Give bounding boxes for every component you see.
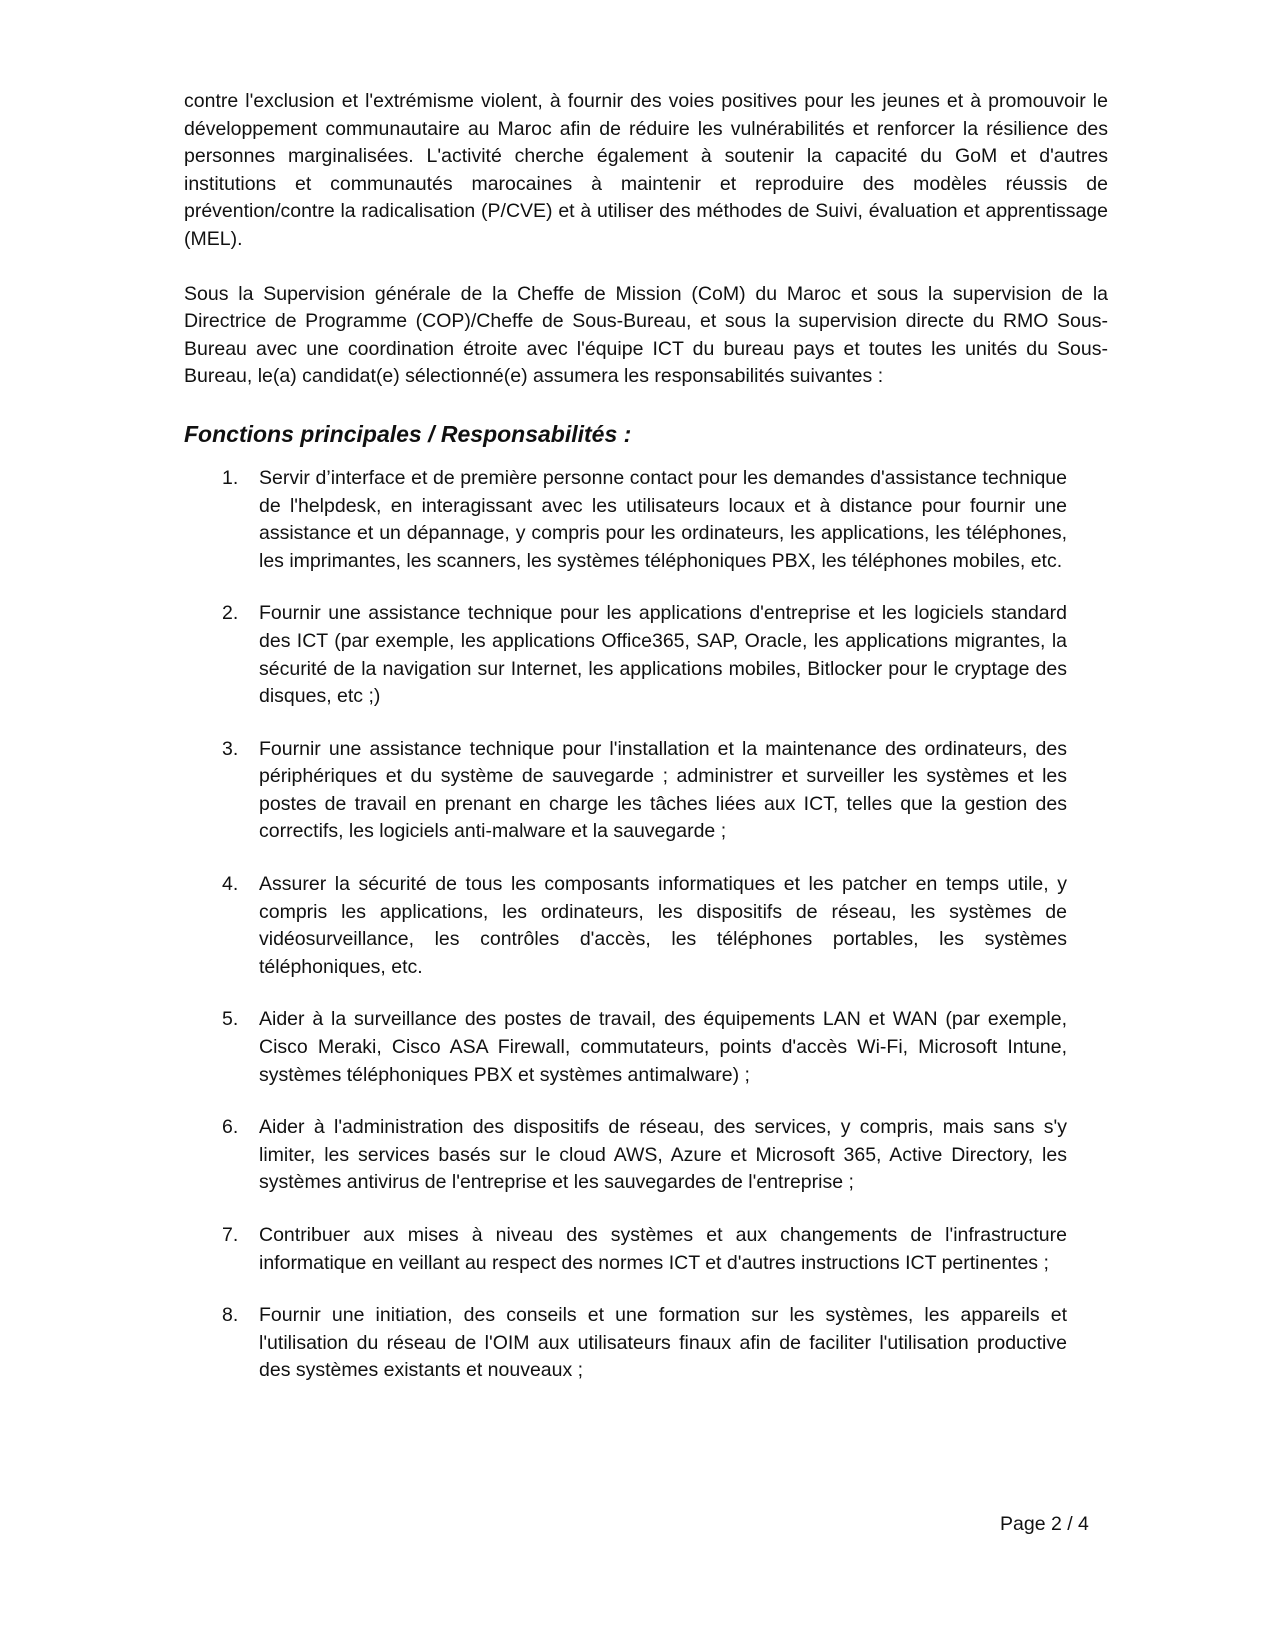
list-item — [222, 871, 1067, 981]
list-item-text: Contribuer aux mises à niveau des systèmes et aux changements de l'infrastructure informatique en veillant au respect des normes ICT et d'autres instructions ICT pertinentes ; — [259, 1224, 1067, 1274]
list-item-number: 3. — [222, 737, 239, 760]
list-item-number: 8. — [222, 1304, 239, 1327]
list-item — [222, 465, 1067, 575]
list-item — [222, 1302, 1067, 1385]
list-item — [222, 1114, 1067, 1197]
list-item-number: 6. — [222, 1116, 239, 1139]
intro-paragraph: contre l'exclusion et l'extrémisme violent, à fournir des voies positives pour les jeunes et à promouvoir le développement communautaire au Maroc afin de réduire les vulnérabilités et renforcer la résilience des personnes marginalisées. L'activité cherche également à soutenir la capacité du GoM et d'autres institutions et communautés marocaines à maintenir et reproduire des modèles réussis de prévention/contre la radicalisation (P/CVE) et à utiliser des méthodes de Suivi, évaluation et apprentissage (MEL). — [184, 90, 1108, 250]
supervision-paragraph: Sous la Supervision générale de la Cheffe de Mission (CoM) du Maroc et sous la supervision de la Directrice de Programme (COP)/Cheffe de Sous-Bureau, et sous la supervision directe du RMO Sous-Bureau avec une coordination étroite avec l'équipe ICT du bureau pays et toutes les unités du Sous-Bureau, le(a) candidat(e) sélectionné(e) assumera les responsabilités suivantes : — [184, 282, 1108, 388]
list-item-number: 2. — [222, 602, 239, 625]
list-item — [222, 1222, 1067, 1277]
page-content — [184, 88, 1108, 1410]
list-item-text: Fournir une assistance technique pour les applications d'entreprise et les logiciels standard des ICT (par exemple, les applications Office365, SAP, Oracle, les applications migrantes, la sécurité de la navigation sur Internet, les applications mobiles, Bitlocker pour le cryptage des disques, etc ;) — [259, 602, 1067, 708]
list-item-number: 5. — [222, 1008, 239, 1031]
responsibilities-list — [184, 465, 1108, 1385]
list-item — [222, 600, 1067, 710]
list-item-text: Fournir une assistance technique pour l'installation et la maintenance des ordinateurs, des périphériques et du système de sauvegarde ; administrer et surveiller les systèmes et les postes de travail en prenant en charge les tâches liées aux ICT, telles que la gestion des correctifs, les logiciels anti-malware et la sauvegarde ; — [259, 737, 1067, 843]
list-item-number: 1. — [222, 466, 239, 489]
list-item-text: Aider à l'administration des dispositifs de réseau, des services, y compris, mais sans s'y limiter, les services basés sur le cloud AWS, Azure et Microsoft 365, Active Directory, les systèmes antivirus de l'entreprise et les sauvegardes de l'entreprise ; — [259, 1116, 1067, 1194]
page-number: Page 2 / 4 — [1000, 1513, 1089, 1535]
list-item-text: Fournir une initiation, des conseils et une formation sur les systèmes, les appareils et l'utilisation du réseau de l'OIM aux utilisateurs finaux afin de faciliter l'utilisation productive des systèmes existants et nouveaux ; — [259, 1304, 1067, 1382]
section-heading: Fonctions principales / Responsabilités : — [184, 420, 632, 447]
list-item-text: Servir d’interface et de première personne contact pour les demandes d'assistance technique de l'helpdesk, en interagissant avec les utilisateurs locaux et à distance pour fournir une assistance et un dépannage, y compris pour les ordinateurs, les applications, les téléphones, les imprimantes, les scanners, les systèmes téléphoniques PBX, les téléphones mobiles, etc. — [259, 466, 1067, 572]
list-item-text: Aider à la surveillance des postes de travail, des équipements LAN et WAN (par exemple, Cisco Meraki, Cisco ASA Firewall, commutateurs, points d'accès Wi-Fi, Microsoft Intune, systèmes téléphoniques PBX et systèmes antimalware) ; — [259, 1008, 1067, 1086]
list-item — [222, 1006, 1067, 1089]
list-item-number: 7. — [222, 1224, 239, 1246]
list-item-number: 4. — [222, 873, 239, 896]
list-item — [222, 736, 1067, 846]
list-item-text: Assurer la sécurité de tous les composants informatiques et les patcher en temps utile, y compris les applications, les ordinateurs, les dispositifs de réseau, les systèmes de vidéosurveillance, les contrôles d'accès, les téléphones portables, les systèmes téléphoniques, etc. — [259, 873, 1067, 978]
